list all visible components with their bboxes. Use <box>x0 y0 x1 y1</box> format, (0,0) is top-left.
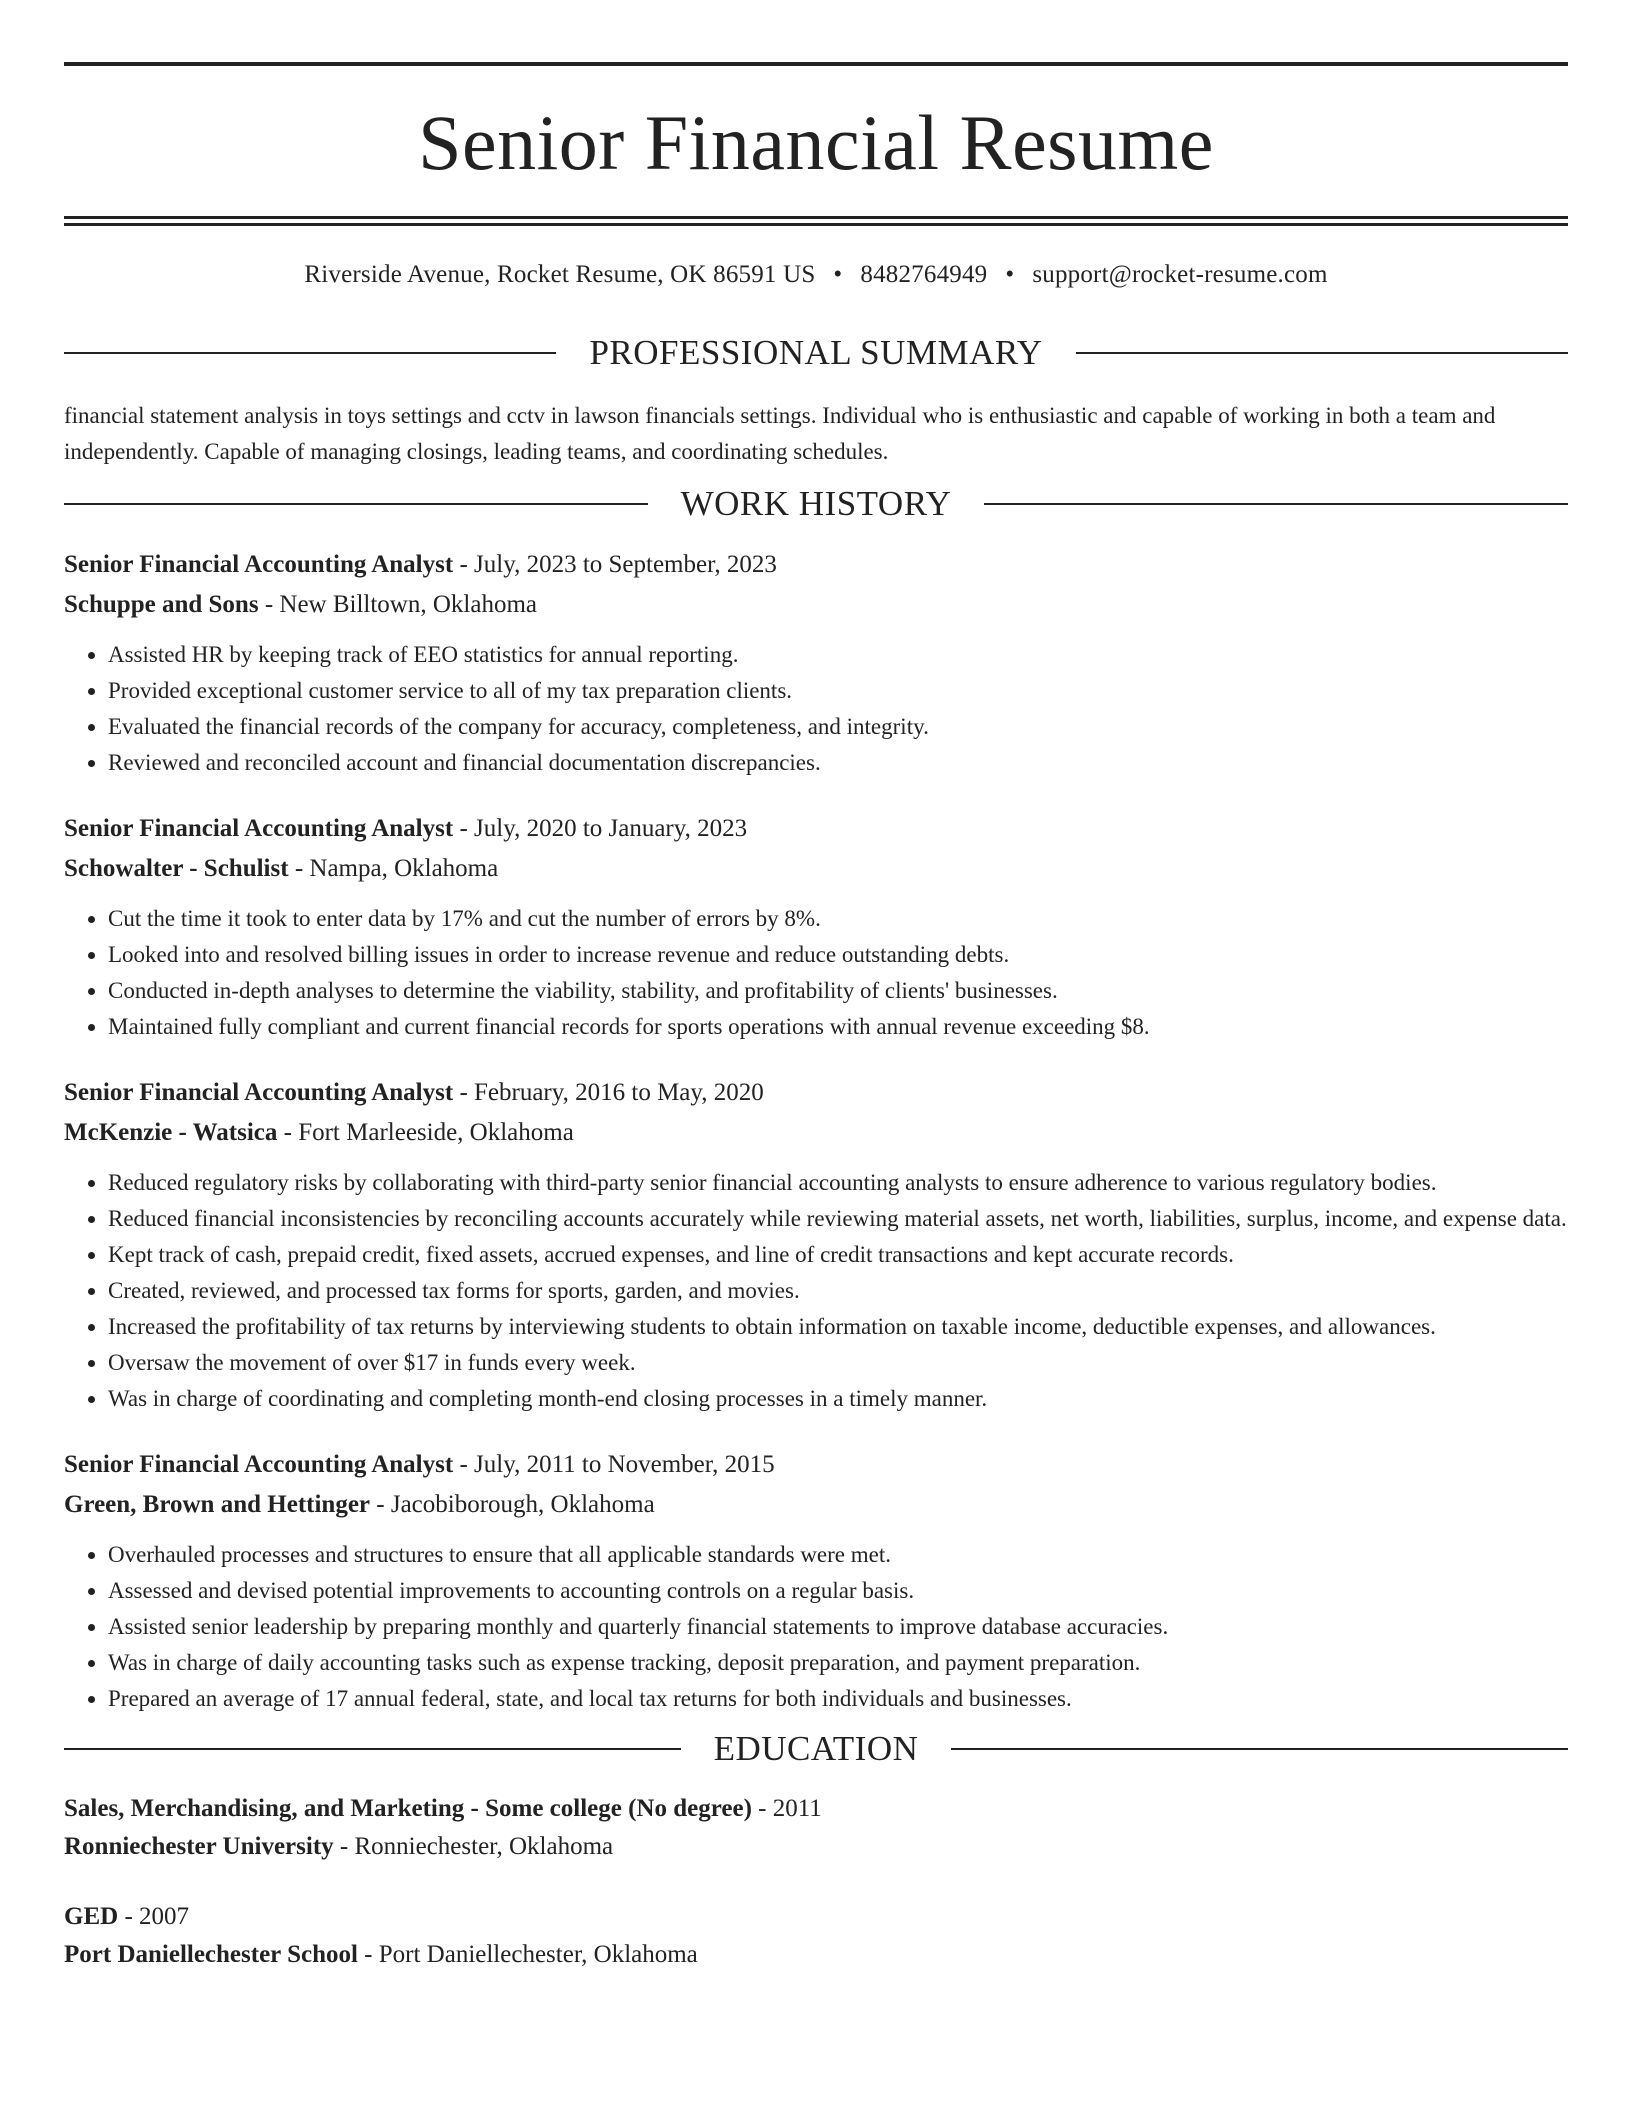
heading-rule-right <box>1076 352 1568 354</box>
job-bullet: • Provided exceptional customer service to all of my tax preparation clients. <box>108 673 1568 709</box>
job-bullet-list <box>64 1165 1568 1417</box>
section-heading-education <box>64 1731 1568 1766</box>
summary-text: financial statement analysis in toys settings and cctv in lawson financials settings. Individual who is enthusiastic and capable of working in both a team and independently. Capable of managing closings, leading teams, and coordinating schedules. <box>64 403 1496 464</box>
job-company: McKenzie - Watsica <box>64 1119 278 1146</box>
job-bullet: • Assisted senior leadership by preparing monthly and quarterly financial statements to improve database accuracies. <box>108 1609 1568 1645</box>
job-location: - Nampa, Oklahoma <box>288 855 499 882</box>
section-heading-label: PROFESSIONAL SUMMARY <box>589 333 1043 372</box>
resume-title: Senior Financial Resume <box>418 99 1214 186</box>
job-company-line <box>64 1485 1568 1525</box>
contact-email: support@rocket-resume.com <box>1032 261 1328 288</box>
job-bullet: • Increased the profitability of tax returns by interviewing students to obtain information on taxable income, deductible expenses, and allowances. <box>108 1309 1568 1345</box>
education-entry <box>64 1898 1568 1974</box>
job-bullet: • Was in charge of coordinating and completing month-end closing processes in a timely manner. <box>108 1381 1568 1417</box>
job-bullet: • Looked into and resolved billing issues in order to increase revenue and reduce outstanding debts. <box>108 937 1568 973</box>
heading-rule-right <box>984 503 1568 505</box>
job-bullet: • Cut the time it took to enter data by 17% and cut the number of errors by 8%. <box>108 901 1568 937</box>
job-company: Schowalter - Schulist <box>64 855 289 882</box>
education-school-line <box>64 1936 1568 1974</box>
job-bullet: • Evaluated the financial records of the company for accuracy, completeness, and integrity. <box>108 709 1568 745</box>
education-year: - 2007 <box>118 1903 190 1930</box>
job-title: Senior Financial Accounting Analyst <box>64 551 454 578</box>
heading-rule-left <box>64 352 556 354</box>
section-heading-label: WORK HISTORY <box>680 484 952 523</box>
education-school-line <box>64 1828 1568 1866</box>
contact-phone: 8482764949 <box>860 261 988 288</box>
job-title: Senior Financial Accounting Analyst <box>64 1079 454 1106</box>
job-bullet: • Prepared an average of 17 annual federal, state, and local tax returns for both individuals and businesses. <box>108 1681 1568 1717</box>
education-degree-line <box>64 1790 1568 1828</box>
job-bullet: • Reviewed and reconciled account and financial documentation discrepancies. <box>108 745 1568 781</box>
job-title-line <box>64 545 1568 585</box>
contact-address: Riverside Avenue, Rocket Resume, OK 86591 US <box>304 261 816 288</box>
job-bullet: • Kept track of cash, prepaid credit, fixed assets, accrued expenses, and line of credit transactions and kept accurate records. <box>108 1237 1568 1273</box>
job-company-line <box>64 1113 1568 1153</box>
job-title-line <box>64 809 1568 849</box>
section-heading-label: EDUCATION <box>713 1729 919 1768</box>
job-title-line <box>64 1445 1568 1485</box>
job-company: Schuppe and Sons <box>64 591 259 618</box>
job-bullet: • Oversaw the movement of over $17 in funds every week. <box>108 1345 1568 1381</box>
education-degree: Sales, Merchandising, and Marketing - Some college (No degree) <box>64 1795 752 1822</box>
contact-line <box>64 262 1568 287</box>
heading-rule-left <box>64 1748 681 1750</box>
education-entry <box>64 1790 1568 1866</box>
job-bullet: • Overhauled processes and structures to ensure that all applicable standards were met. <box>108 1537 1568 1573</box>
education-degree: GED <box>64 1903 119 1930</box>
education-location: - Port Daniellechester, Oklahoma <box>357 1941 698 1968</box>
heading-rule-left <box>64 503 648 505</box>
job-bullet: • Reduced financial inconsistencies by reconciling accounts accurately while reviewing material assets, net worth, liabilities, surplus, income, and expense data. <box>108 1201 1568 1237</box>
job-entry <box>64 545 1568 781</box>
job-entry <box>64 809 1568 1045</box>
job-bullet: • Conducted in-depth analyses to determine the viability, stability, and profitability of clients' businesses. <box>108 973 1568 1009</box>
section-heading-summary <box>64 335 1568 370</box>
job-entry <box>64 1445 1568 1717</box>
job-company-line <box>64 849 1568 889</box>
job-bullet: • Was in charge of daily accounting tasks such as expense tracking, deposit preparation, and payment preparation. <box>108 1645 1568 1681</box>
education-school: Port Daniellechester School <box>64 1941 358 1968</box>
job-dates: - February, 2016 to May, 2020 <box>453 1079 764 1106</box>
job-dates: - July, 2020 to January, 2023 <box>453 815 748 842</box>
education-school: Ronniechester University <box>64 1833 334 1860</box>
job-bullet: • Created, reviewed, and processed tax forms for sports, garden, and movies. <box>108 1273 1568 1309</box>
job-company: Green, Brown and Hettinger <box>64 1491 371 1518</box>
job-location: - Fort Marleeside, Oklahoma <box>277 1119 574 1146</box>
education-degree-line <box>64 1898 1568 1936</box>
title-double-rule <box>64 216 1568 226</box>
top-rule <box>64 62 1568 66</box>
job-bullet: • Maintained fully compliant and current financial records for sports operations with annual revenue exceeding $8. <box>108 1009 1568 1045</box>
job-entry <box>64 1073 1568 1417</box>
job-location: - Jacobiborough, Oklahoma <box>370 1491 655 1518</box>
contact-separator: • <box>833 261 843 288</box>
heading-rule-right <box>951 1748 1568 1750</box>
job-bullet-list <box>64 1537 1568 1717</box>
job-bullet-list <box>64 637 1568 781</box>
job-title: Senior Financial Accounting Analyst <box>64 815 454 842</box>
job-bullet: • Assessed and devised potential improvements to accounting controls on a regular basis. <box>108 1573 1568 1609</box>
job-company-line <box>64 585 1568 625</box>
job-bullet-list <box>64 901 1568 1045</box>
education-location: - Ronniechester, Oklahoma <box>333 1833 614 1860</box>
job-title: Senior Financial Accounting Analyst <box>64 1451 454 1478</box>
job-bullet: • Reduced regulatory risks by collaborating with third-party senior financial accounting analysts to ensure adherence to various regulatory bodies. <box>108 1165 1568 1201</box>
section-heading-work <box>64 486 1568 521</box>
education-year: - 2011 <box>751 1795 822 1822</box>
job-dates: - July, 2011 to November, 2015 <box>453 1451 775 1478</box>
contact-separator: • <box>1005 261 1015 288</box>
job-title-line <box>64 1073 1568 1113</box>
job-bullet: • Assisted HR by keeping track of EEO statistics for annual reporting. <box>108 637 1568 673</box>
job-dates: - July, 2023 to September, 2023 <box>453 551 777 578</box>
job-location: - New Billtown, Oklahoma <box>258 591 537 618</box>
